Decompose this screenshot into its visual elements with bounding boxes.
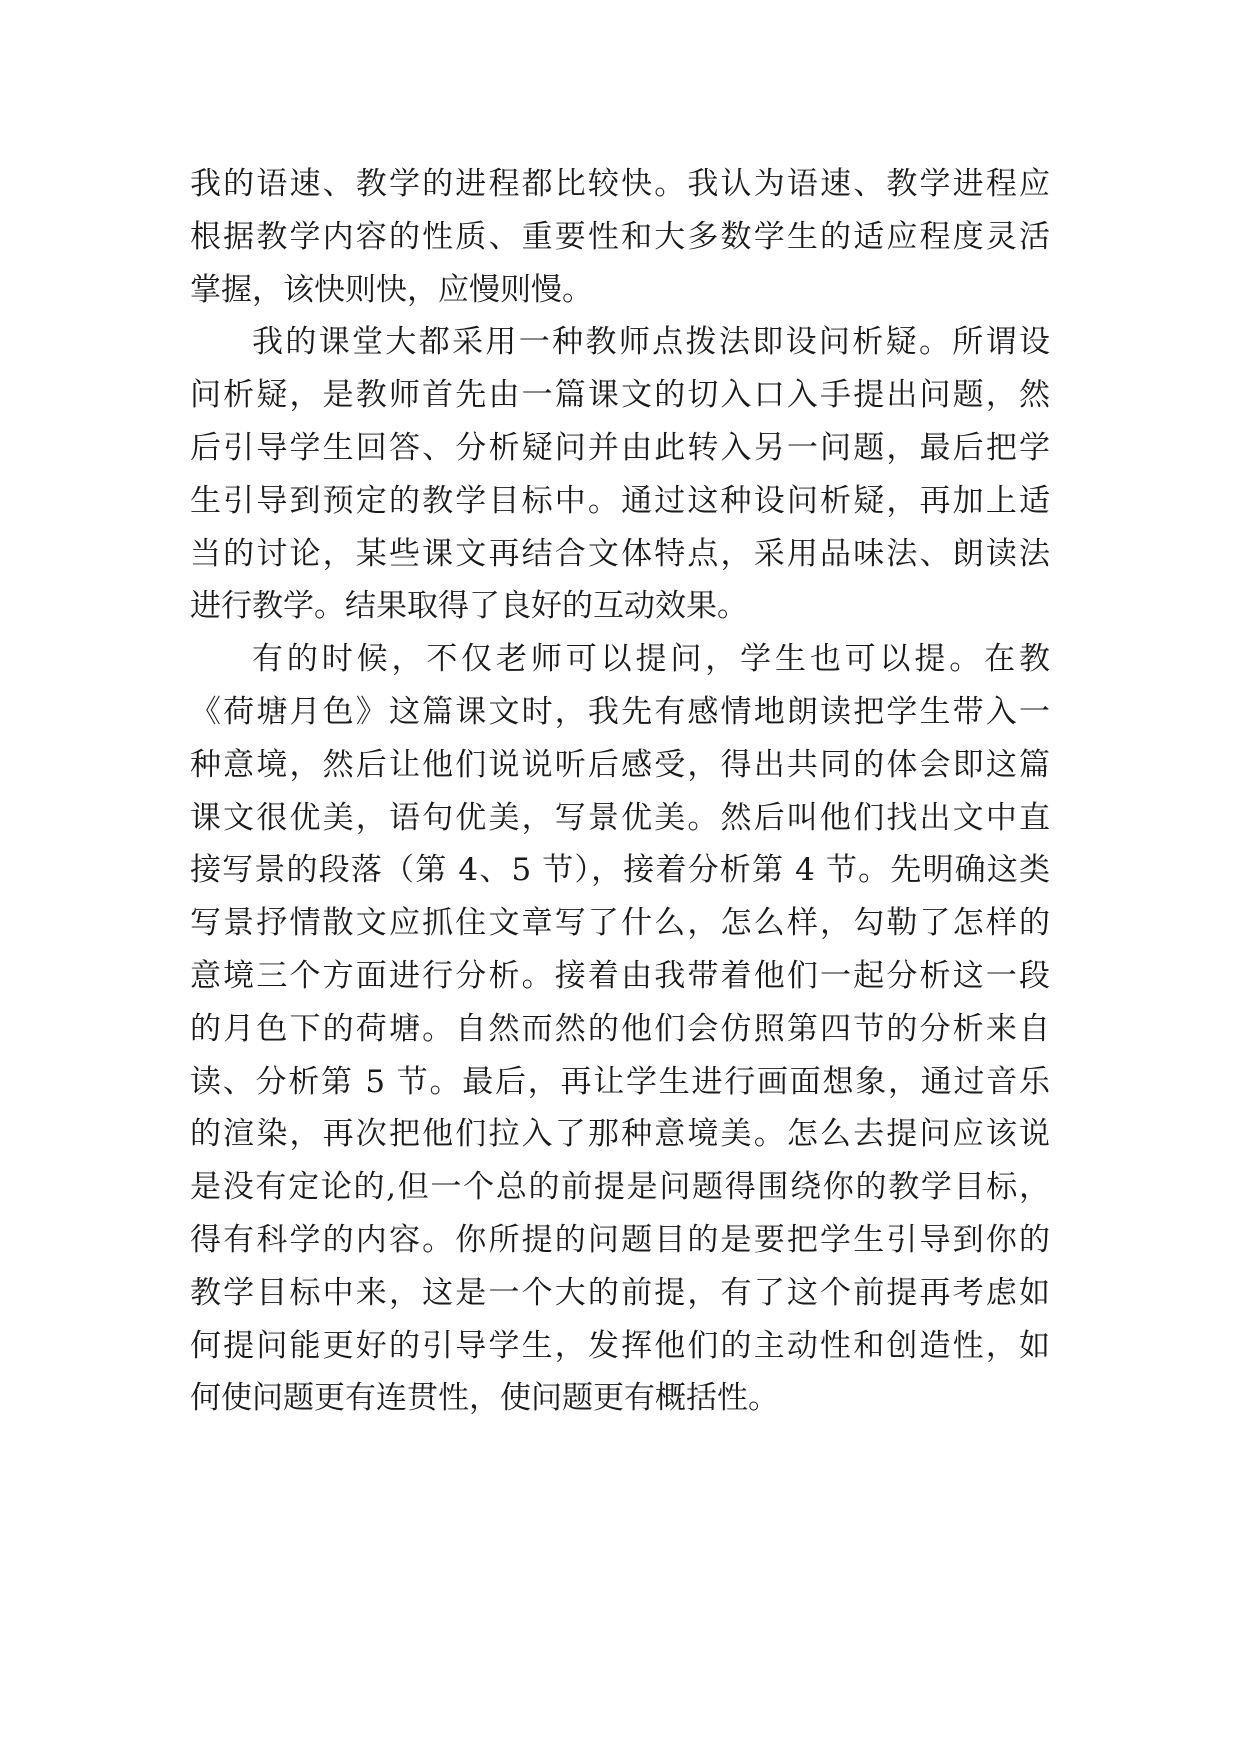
text-line: 有的时候，不仅老师可以提问，学生也可以提。在教 (252, 641, 1050, 678)
text-line: 意境三个方面进行分析。接着由我带着他们一起分析这一段 (190, 957, 1050, 994)
text-line: 读、分析第 5 节。最后，再让学生进行画面想象，通过音乐 (190, 1063, 1050, 1100)
text-line: 何使问题更有连贯性，使问题更有概括性。 (190, 1380, 779, 1417)
paragraph-2 (190, 316, 1050, 633)
text-line: 当的讨论，某些课文再结合文体特点，采用品味法、朗读法 (190, 535, 1050, 572)
text-line: 种意境，然后让他们说说听后感受，得出共同的体会即这篇 (190, 746, 1050, 783)
paragraph-3 (190, 633, 1050, 1425)
text-line: 我的语速、教学的进程都比较快。我认为语速、教学进程应 (190, 166, 1050, 202)
text-line: 的渲染，再次把他们拉入了那种意境美。怎么去提问应该说 (190, 1116, 1050, 1153)
text-line: 生引导到预定的教学目标中。通过这种设问析疑，再加上适 (190, 482, 1050, 519)
text-line: 问析疑，是教师首先由一篇课文的切入口入手提出问题，然 (190, 377, 1050, 414)
text-line: 写景抒情散文应抓住文章写了什么，怎么样，勾勒了怎样的 (190, 905, 1050, 942)
body-text (190, 158, 1050, 1425)
text-line: 后引导学生回答、分析疑问并由此转入另一问题，最后把学 (190, 429, 1050, 466)
text-line: 根据教学内容的性质、重要性和大多数学生的适应程度灵活 (190, 218, 1050, 255)
text-line: 课文很优美，语句优美，写景优美。然后叫他们找出文中直 (190, 799, 1050, 836)
text-line: 得有科学的内容。你所提的问题目的是要把学生引导到你的 (190, 1221, 1050, 1258)
text-line: 何提问能更好的引导学生，发挥他们的主动性和创造性，如 (190, 1327, 1050, 1364)
text-line: 进行教学。结果取得了良好的互动效果。 (190, 588, 748, 625)
text-line: 的月色下的荷塘。自然而然的他们会仿照第四节的分析来自 (190, 1010, 1050, 1047)
paragraph-1 (190, 158, 1050, 316)
text-line: 《荷塘月色》这篇课文时，我先有感情地朗读把学生带入一 (190, 693, 1050, 730)
text-line: 教学目标中来，这是一个大的前提，有了这个前提再考虑如 (190, 1274, 1050, 1311)
text-line: 我的课堂大都采用一种教师点拨法即设问析疑。所谓设 (252, 324, 1050, 361)
text-line: 掌握，该快则快，应慢则慢。 (190, 271, 593, 308)
text-line: 是没有定论的,但一个总的前提是问题得围绕你的教学目标， (190, 1169, 1050, 1206)
text-line: 接写景的段落（第 4、5 节），接着分析第 4 节。先明确这类 (190, 852, 1050, 889)
